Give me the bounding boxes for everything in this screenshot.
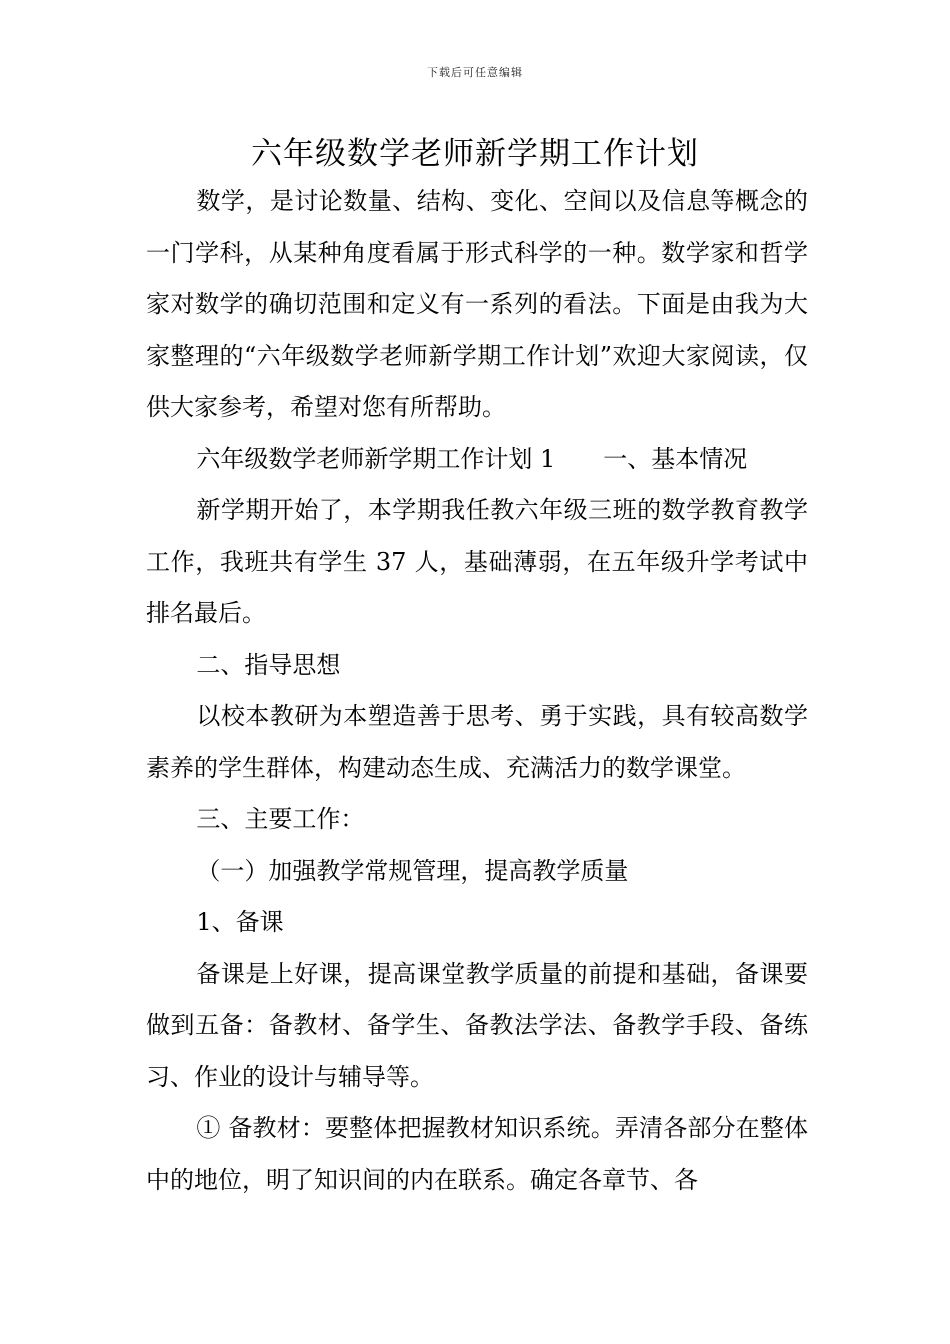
section3-heading: 三、主要工作： <box>196 805 365 833</box>
section2-paragraph: 以校本教研为本塑造善于思考、勇于实践，具有较高数学素养的学生群体，构建动态生成、充满活力的数学课堂。 <box>146 702 808 782</box>
document-body <box>146 176 808 1206</box>
header-note: 下载后可任意编辑 <box>427 66 523 79</box>
section2-heading: 二、指导思想 <box>196 650 341 679</box>
section1-heading: 一、基本情况 <box>603 444 748 473</box>
item1-paragraph: 备课是上好课，提高课堂教学质量的前提和基础，备课要做到五备：备教材、备学生、备教法学法、备教学手段、备练习、作业的设计与辅导等。 <box>146 959 808 1091</box>
plan-heading-line <box>146 434 808 486</box>
sub1-heading: （一）加强教学常规管理，提高教学质量 <box>196 856 629 885</box>
document-title: 六年级数学老师新学期工作计划 <box>251 136 699 172</box>
intro-paragraph: 数学，是讨论数量、结构、变化、空间以及信息等概念的一门学科，从某种角度看属于形式科学的一种。数学家和哲学家对数学的确切范围和定义有一系列的看法。下面是由我为大家整理的“六年级数学老师新学期工作计划”欢迎大家阅读，仅供大家参考，希望对您有所帮助。 <box>146 187 808 421</box>
section1-paragraph: 新学期开始了，本学期我任教六年级三班的数学教育教学工作，我班共有学生 37 人，基础薄弱，在五年级升学考试中排名最后。 <box>146 496 808 627</box>
plan-heading: 六年级数学老师新学期工作计划 1 <box>196 444 556 473</box>
item1-heading: 1、备课 <box>196 908 284 936</box>
point1-paragraph: ① 备教材：要整体把握教材知识系统。弄清各部分在整体中的地位，明了知识间的内在联系。确定各章节、各 <box>146 1114 808 1194</box>
